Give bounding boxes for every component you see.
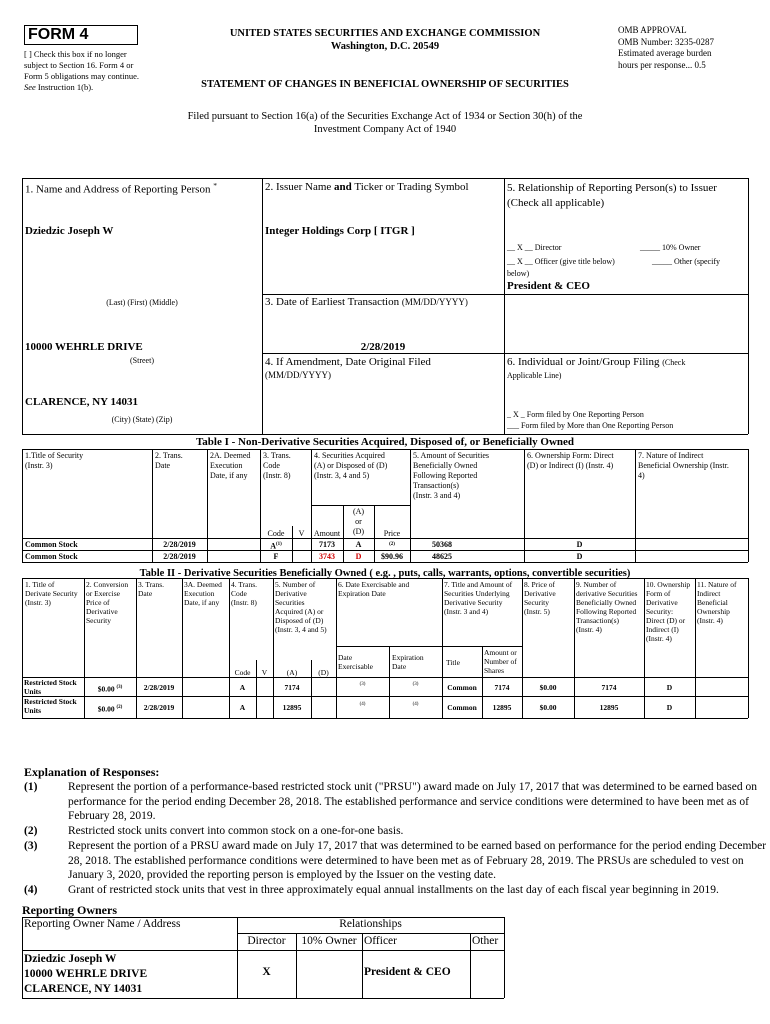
- t2-h5: 5. Number of Derivative Securities Acquired (A) or Disposed of (D) (Instr. 3, 4 and 5): [275, 580, 327, 634]
- box5-label: 5. Relationship of Reporting Person(s) to Issuer (Check all applicable): [507, 182, 717, 209]
- box6-label: 6. Individual or Joint/Group Filing (Check: [507, 356, 686, 368]
- t1-h1: 1.Title of Security (Instr. 3): [25, 451, 84, 470]
- t2-r2-und-amount: 12895: [492, 703, 512, 712]
- t2-r1-und-title: Common: [447, 683, 477, 692]
- form-title-box: [24, 25, 138, 45]
- owners-col-ten: 10% Owner: [301, 935, 357, 947]
- t2-r1-exp: (3): [412, 682, 419, 687]
- t1-h4: 4. Securities Acquired (A) or Disposed of (D) (Instr. 3, 4 and 5): [314, 451, 388, 480]
- box3-label: 3. Date of Earliest Transaction (MM/DD/YYYY): [265, 296, 468, 308]
- t1-h7: 7. Nature of Indirect Beneficial Ownership (Instr. 4): [638, 451, 729, 480]
- t2-sub-exp: Expiration Date: [392, 653, 424, 671]
- statement-title: STATEMENT OF CHANGES IN BENEFICIAL OWNERSHIP OF SECURITIES: [201, 79, 569, 90]
- t1-r1-price: (2): [389, 542, 395, 547]
- t2-sub-date-ex: Date Exercisable: [338, 653, 373, 671]
- t1-h5: 5. Amount of Securities Beneficially Owned Following Reported Transaction(s) (Instr. 3 and 4): [413, 451, 489, 500]
- owner-officer-title: President & CEO: [364, 966, 451, 978]
- t1-h3: 3. Trans. Code (Instr. 8): [263, 451, 291, 480]
- t1-r1-code: $A^{(1)}$: [270, 541, 282, 551]
- t2-sub-title: Title: [446, 658, 460, 667]
- filed-by-one: _ X _ Form filed by One Reporting Person: [507, 410, 644, 419]
- t2-r1-title: Restricted Stock Units: [24, 678, 77, 696]
- t2-h3: 3. Trans. Date: [138, 580, 165, 598]
- street-caption: (Street): [130, 356, 154, 365]
- t2-r1-a: 7174: [284, 683, 300, 692]
- t1-r1-aord: A: [355, 540, 362, 549]
- t2-sub-a: (A): [286, 668, 298, 677]
- below-text: below): [507, 269, 530, 278]
- t1-h6: 6. Ownership Form: Direct (D) or Indirect (I) (Instr. 4): [527, 451, 614, 470]
- earliest-transaction-date: 2/28/2019: [360, 341, 406, 353]
- filed-by-more: ___ Form filed by More than One Reporting Person: [507, 421, 674, 430]
- t1-h2a: 2A. Deemed Execution Date, if any: [210, 451, 251, 480]
- t2-r1-form: D: [666, 683, 673, 692]
- name-caption: (Last) (First) (Middle): [106, 298, 178, 307]
- t1-r2-amount: 3743: [319, 552, 335, 561]
- t2-r1-owned: 7174: [601, 683, 617, 692]
- t2-r1-deriv-price: $0.00: [539, 683, 557, 692]
- box2-label: 2. Issuer Name and Ticker or Trading Symbol: [265, 181, 469, 193]
- t2-r1-price: $0.00 $^{(3)}$: [97, 684, 123, 694]
- box1-label: 1. Name and Address of Reporting Person *: [25, 181, 217, 196]
- agency-name: UNITED STATES SECURITIES AND EXCHANGE COMMISSION: [229, 28, 541, 39]
- t2-r2-a: 12895: [282, 703, 302, 712]
- t1-r2-date: 2/28/2019: [163, 552, 196, 561]
- t2-h4: 4. Trans. Code (Instr. 8): [231, 580, 258, 607]
- owners-col-other: Other: [472, 935, 499, 947]
- agency-location: Washington, D.C. 20549: [330, 41, 440, 52]
- t2-r2-owned: 12895: [599, 703, 619, 712]
- t1-r1-owned: 50368: [432, 540, 452, 549]
- t2-h1: 1. Title of Derivate Security (Instr. 3): [25, 580, 78, 607]
- reporting-person-name: Dziedzic Joseph W: [25, 225, 114, 237]
- t2-sub-amount: Amount or Number of Shares: [484, 648, 517, 675]
- explanation-heading: Explanation of Responses:: [24, 765, 160, 779]
- t2-sub-d: (D): [318, 668, 329, 677]
- t1-r1-date: 2/28/2019: [163, 540, 196, 549]
- other-check: _____ Other (specify: [652, 257, 720, 266]
- t1-h2: 2. Trans. Date: [155, 451, 183, 470]
- t1-r2-title: Common Stock: [25, 552, 78, 561]
- t2-r2-und-title: Common: [447, 703, 477, 712]
- t1-r1-form: D: [576, 540, 583, 549]
- box4-format: (MM/DD/YYYY): [265, 370, 331, 380]
- t1-r1-title: Common Stock: [25, 540, 78, 549]
- t2-r2-form: D: [666, 703, 673, 712]
- t1-r2-owned: 48625: [432, 552, 452, 561]
- t2-r1-und-amount: 7174: [494, 683, 510, 692]
- omb-approval: OMB APPROVAL OMB Number: 3235-0287 Estimated average burden hours per response... 0.5: [618, 25, 714, 70]
- t2-h10: 10. Ownership Form of Derivative Security: Direct (D) or Indirect (I) (Instr. 4): [646, 580, 691, 643]
- t2-h9: 9. Number of derivative Securities Beneficially Owned Following Reported Transaction(s) (Instr. 4): [576, 580, 638, 634]
- table2-title: Table II - Derivative Securities Beneficially Owned ( e.g. , puts, calls, warrants, options, convertible securities): [139, 568, 631, 579]
- t2-h2: 2. Conversion or Exercise Price of Derivative Security: [86, 580, 129, 625]
- owners-heading: Reporting Owners: [22, 903, 117, 917]
- t2-sub-v: V: [261, 668, 268, 677]
- t1-r2-price: $90.96: [381, 552, 403, 561]
- t1-sub-code: Code: [267, 529, 285, 538]
- t1-r2-code: F: [273, 552, 279, 561]
- director-check: __ X __ Director: [507, 243, 562, 252]
- t1-sub-price: Price: [383, 529, 401, 538]
- t2-r2-price: $0.00 $^{(2)}$: [97, 704, 123, 714]
- issuer-name: Integer Holdings Corp [ ITGR ]: [265, 225, 415, 237]
- t1-r1-amount: 7173: [319, 540, 335, 549]
- t1-sub-aord: (A) or (D): [352, 507, 365, 536]
- t1-r2-aord: D: [355, 552, 362, 561]
- filed-pursuant: Filed pursuant to Section 16(a) of the Securities Exchange Act of 1934 or Section 30(h) of the Investment Company Act of 1940: [187, 111, 583, 135]
- t2-r2-title: Restricted Stock Units: [24, 697, 77, 715]
- box4-label: 4. If Amendment, Date Original Filed: [265, 356, 431, 368]
- reporting-person-street: 10000 WEHRLE DRIVE: [25, 341, 143, 353]
- owners-col-name: Reporting Owner Name / Address: [24, 918, 181, 930]
- ten-pct-check: _____ 10% Owner: [640, 243, 701, 252]
- t1-sub-v: V: [298, 529, 305, 538]
- t1-sub-amount: Amount: [313, 529, 341, 538]
- table1-title: Table I - Non-Derivative Securities Acquired, Disposed of, or Beneficially Owned: [195, 436, 575, 448]
- check-box-note: [ ] Check this box if no longer subject to Section 16. Form 4 or Form 5 obligations may continue. See Instruction 1(b).: [24, 49, 139, 92]
- owners-col-rel: Relationships: [339, 918, 402, 930]
- t2-h7: 7. Title and Amount of Securities Underlying Derivative Security (Instr. 3 and 4): [444, 580, 513, 616]
- t2-r2-date: 2/28/2019: [143, 703, 175, 712]
- t1-r2-form: D: [576, 552, 583, 561]
- owners-col-officer: Officer: [364, 935, 397, 947]
- form-title: FORM 4: [28, 26, 89, 43]
- owner-director-mark: X: [262, 966, 271, 978]
- t2-r2-ex: (4): [359, 702, 366, 707]
- owners-col-director: Director: [247, 935, 286, 947]
- t2-h8: 8. Price of Derivative Security (Instr. 5): [524, 580, 556, 616]
- city-caption: (City) (State) (Zip): [111, 415, 173, 424]
- t2-h6: 6. Date Exercisable and Expiration Date: [338, 580, 410, 598]
- t2-r2-exp: (4): [412, 702, 419, 707]
- box6-sub: Applicable Line): [507, 371, 562, 380]
- t2-r1-date: 2/28/2019: [143, 683, 175, 692]
- owner-address: Dziedzic Joseph W 10000 WEHRLE DRIVE CLARENCE, NY 14031: [24, 953, 148, 995]
- t2-r2-code: A: [239, 703, 246, 712]
- t2-sub-code: Code: [234, 668, 251, 677]
- t2-r1-ex: (3): [359, 682, 366, 687]
- t2-h3a: 3A. Deemed Execution Date, if any: [184, 580, 222, 607]
- t2-r2-deriv-price: $0.00: [539, 703, 557, 712]
- t2-r1-code: A: [239, 683, 246, 692]
- t2-h11: 11. Nature of Indirect Beneficial Ownership (Instr. 4): [697, 580, 737, 625]
- officer-check: __ X __ Officer (give title below): [507, 257, 615, 266]
- officer-title: President & CEO: [507, 280, 590, 292]
- reporting-person-city: CLARENCE, NY 14031: [25, 396, 138, 408]
